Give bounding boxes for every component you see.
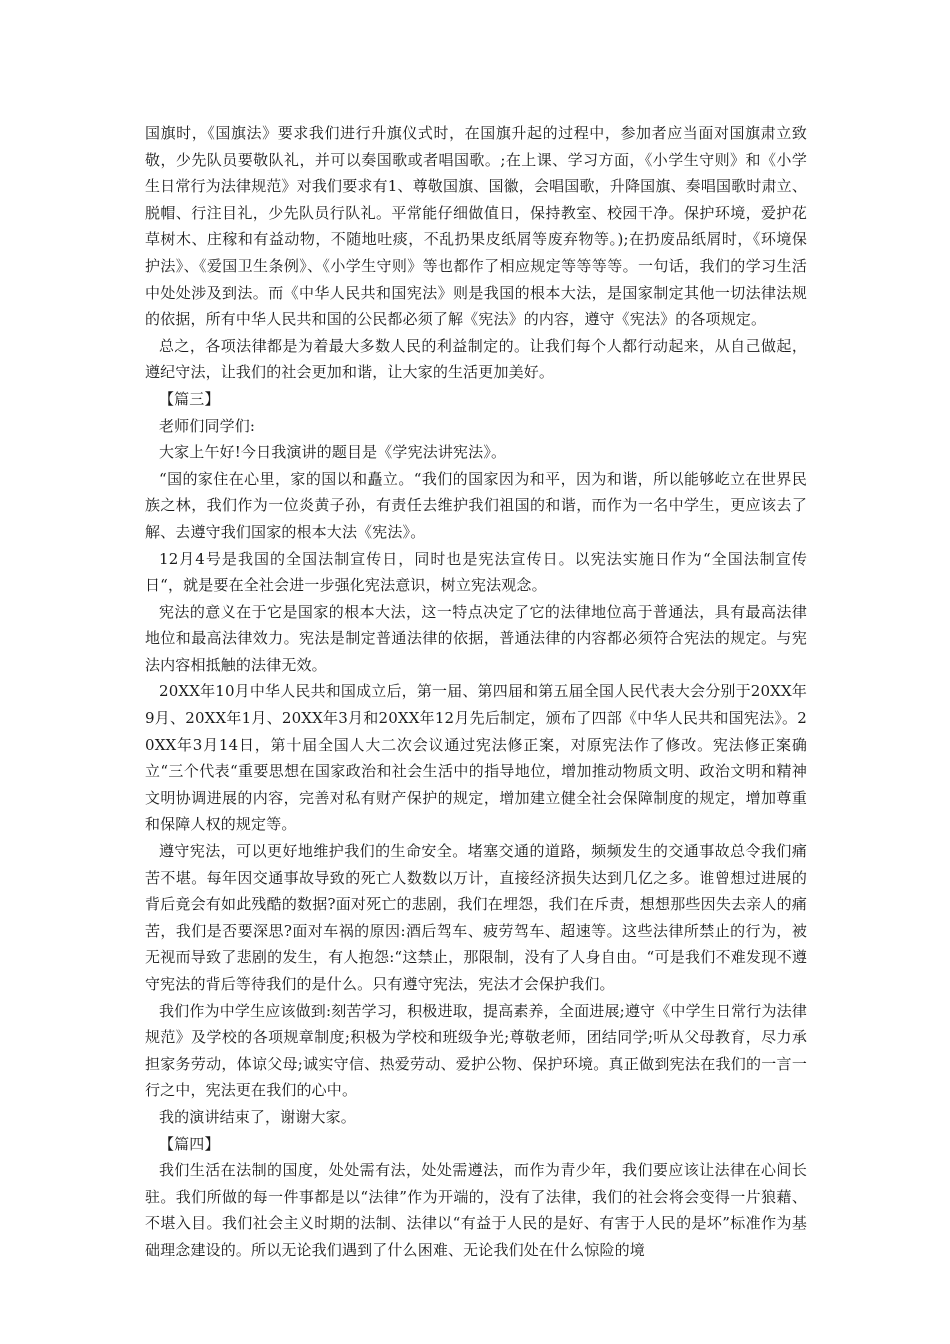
paragraph: 老师们同学们: <box>159 416 256 435</box>
paragraph: 20XX年10月中华人民共和国成立后，第一届、第四届和第五届全国人民代表大会分别于20XX年9月、20XX年1月、20XX年3月和20XX年12月先后制定，颁布了四部《中华人民共和国宪法》。20XX年3月14日，第十届全国人大二次会议通过宪法修正案，对原宪法作了修改。宪法修正案确立“三个代表“重要思想在国家政治和社会生活中的指导地位，增加推动物质文明、政治文明和精神文明协调进展的内容，完善对私有财产保护的规定，增加建立健全社会保障制度的规定，增加尊重和保障人权的规定等。 <box>145 682 807 834</box>
paragraph: 遵守宪法，可以更好地维护我们的生命安全。堵塞交通的道路，频频发生的交通事故总令我们痛苦不堪。每年因交通事故导致的死亡人数数以万计，直接经济损失达到几亿之多。谁曾想过进展的背后竟会有如此残酷的数据?面对死亡的悲剧，我们在埋怨，我们在斥责，想想那些因失去亲人的痛苦，我们是否要深思?面对车祸的原因:酒后驾车、疲劳驾车、超速等。这些法律所禁止的行为，被无视而导致了悲剧的发生，有人抱怨:“这禁止，那限制，没有了人身自由。“可是我们不难发现不遵守宪法的背后等待我们的是什么。只有遵守宪法，宪法才会保护我们。 <box>145 842 807 993</box>
paragraph: 宪法的意义在于它是国家的根本大法，这一特点决定了它的法律地位高于普通法，具有最高法律地位和最高法律效力。宪法是制定普通法律的依据，普通法律的内容都必须符合宪法的规定。与宪法内容相抵触的法律无效。 <box>145 602 807 674</box>
section-heading: 【篇三】 <box>159 389 220 408</box>
paragraph: 大家上午好!今日我演讲的题目是《学宪法讲宪法》。 <box>159 443 507 462</box>
paragraph: 我们作为中学生应该做到:刻苦学习，积极进取，提高素养，全面进展;遵守《中学生日常行为法律规范》及学校的各项规章制度;积极为学校和班级争光;尊敬老师，团结同学;听从父母教育，尽力承担家务劳动，体谅父母;诚实守信、热爱劳动、爱护公物、保护环境。真正做到宪法在我们的一言一行之中，宪法更在我们的心中。 <box>145 1001 807 1100</box>
document-page <box>145 120 807 1264</box>
paragraph: “国的家住在心里，家的国以和矗立。“我们的国家因为和平，因为和谐，所以能够屹立在世界民族之林，我们作为一位炎黄子孙，有责任去维护我们祖国的和谐，而作为一名中学生，更应该去了解、去遵守我们国家的根本大法《宪法》。 <box>145 469 807 541</box>
section-heading: 【篇四】 <box>159 1134 220 1153</box>
paragraph: 国旗时，《国旗法》要求我们进行升旗仪式时，在国旗升起的过程中，参加者应当面对国旗肃立致敬，少先队员要敬队礼，并可以奏国歌或者唱国歌。;在上课、学习方面，《小学生守则》和《小学生日常行为法律规范》对我们要求有1、尊敬国旗、国徽，会唱国歌，升降国旗、奏唱国歌时肃立、脱帽、行注目礼，少先队员行队礼。平常能仔细做值日，保持教室、校园干净。保护环境，爱护花草树木、庄稼和有益动物，不随地吐痰，不乱扔果皮纸屑等废弃物等。);在扔废品纸屑时，《环境保护法》、《爱国卫生条例》、《小学生守则》等也都作了相应规定等等等等。一句话，我们的学习生活中处处涉及到法。而《中华人民共和国宪法》则是我国的根本大法，是国家制定其他一切法律法规的依据，所有中华人民共和国的公民都必须了解《宪法》的内容，遵守《宪法》的各项规定。 <box>145 124 807 329</box>
paragraph: 12月4号是我国的全国法制宣传日，同时也是宪法宣传日。以宪法实施日作为“全国法制宣传日“，就是要在全社会进一步强化宪法意识，树立宪法观念。 <box>145 549 807 595</box>
paragraph: 总之，各项法律都是为着最大多数人民的利益制定的。让我们每个人都行动起来，从自己做起，遵纪守法，让我们的社会更加和谐，让大家的生活更加美好。 <box>145 336 807 382</box>
paragraph: 我们生活在法制的国度，处处需有法，处处需遵法，而作为青少年，我们要应该让法律在心间长驻。我们所做的每一件事都是以“法律”作为开端的，没有了法律，我们的社会将会变得一片狼藉、不堪入目。我们社会主义时期的法制、法律以“有益于人民的是好、有害于人民的是坏”标准作为基础理念建设的。所以无论我们遇到了什么困难、无论我们处在什么惊险的境 <box>145 1161 807 1259</box>
paragraph: 我的演讲结束了，谢谢大家。 <box>159 1107 356 1126</box>
